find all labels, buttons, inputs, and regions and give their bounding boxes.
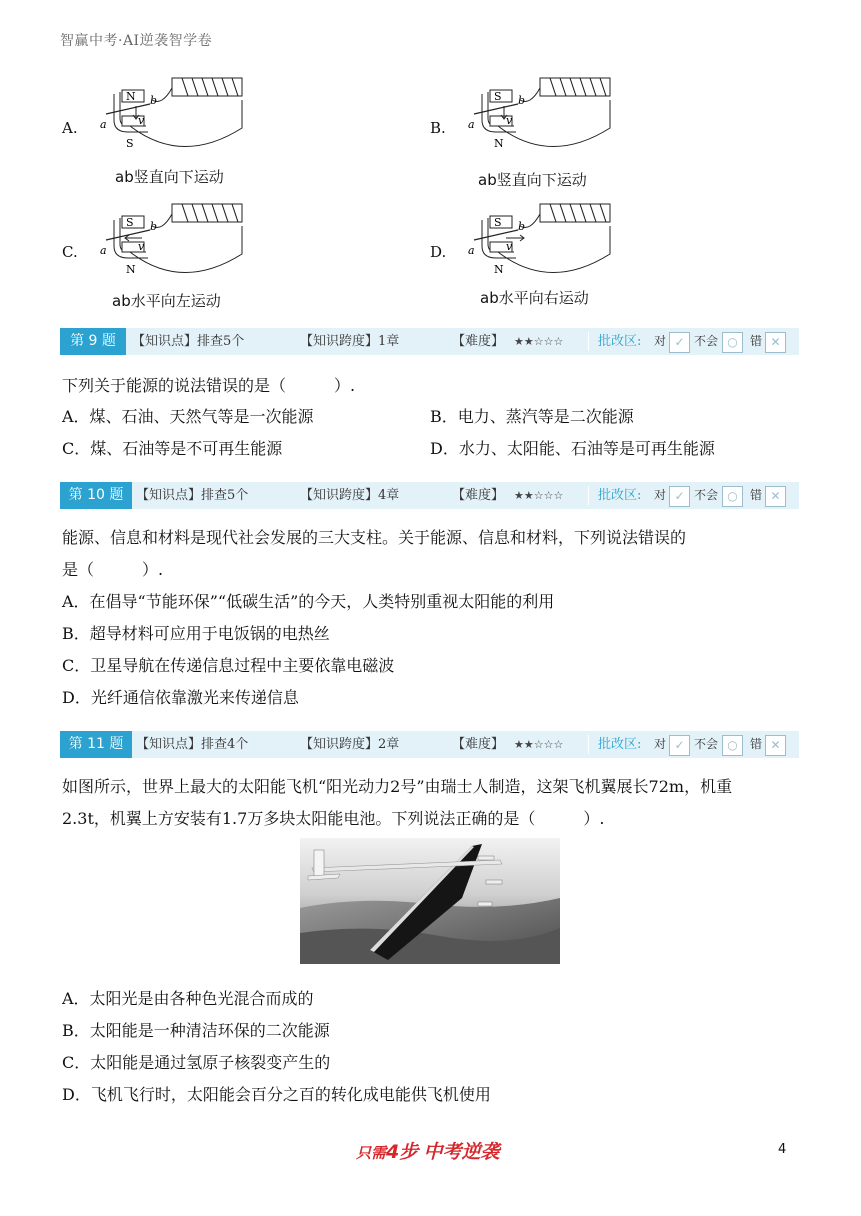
induction-diagram xyxy=(460,196,620,286)
unsure-check-box[interactable]: ○ xyxy=(722,332,743,353)
difficulty-label: 【难度】 xyxy=(452,737,505,752)
velocity-label: v xyxy=(138,240,145,253)
right-label: 对 xyxy=(654,737,667,751)
knowledge-points: 【知识点】排查5个 xyxy=(132,334,245,349)
option-c: C．卫星导航在传递信息过程中主要依靠电磁波 xyxy=(62,656,395,675)
question-bar-11 xyxy=(60,731,799,758)
wrong-check-box[interactable]: ✕ xyxy=(765,735,786,756)
conductor-end-a: a xyxy=(100,118,107,131)
option-a: A．煤、石油、天然气等是一次能源 xyxy=(62,407,314,426)
magnet-bottom-pole: N xyxy=(494,263,504,276)
solar-plane-photo xyxy=(300,838,560,964)
conductor-end-b: b xyxy=(518,94,526,107)
wrong-label: 错 xyxy=(750,334,763,348)
option-d: D．水力、太阳能、石油等是可再生能源 xyxy=(430,439,715,458)
question-bar-10 xyxy=(60,482,799,509)
right-label: 对 xyxy=(654,334,667,348)
magnet-bottom-pole: N xyxy=(494,137,504,150)
magnet-bottom-pole: S xyxy=(126,137,134,150)
option-b: B．超导材料可应用于电饭锅的电热丝 xyxy=(62,624,330,643)
option-a: A．太阳光是由各种色光混合而成的 xyxy=(62,989,314,1008)
figure-option-letter: D. xyxy=(430,243,447,261)
magnet-top-pole: S xyxy=(494,216,502,229)
divider xyxy=(588,332,589,351)
unsure-check-box[interactable]: ○ xyxy=(722,486,743,507)
difficulty-label: 【难度】 xyxy=(452,488,505,503)
unsure-check-box[interactable]: ○ xyxy=(722,735,743,756)
figure-caption: ab水平向左运动 xyxy=(112,292,221,310)
option-d: D．飞机飞行时，太阳能会百分之百的转化成电能供飞机使用 xyxy=(62,1085,491,1104)
knowledge-span: 【知识跨度】4章 xyxy=(300,488,400,503)
conductor-end-a: a xyxy=(468,244,475,257)
difficulty-label: 【难度】 xyxy=(452,334,505,349)
question-stem: 下列关于能源的说法错误的是（ ）. xyxy=(62,376,356,395)
induction-diagram xyxy=(460,70,620,160)
right-check-box[interactable]: ✓ xyxy=(669,486,690,507)
review-label: 批改区: xyxy=(598,488,642,503)
question-stem-line-2: 2.3t，机翼上方安装有1.7万多块太阳能电池。下列说法正确的是（ ）. xyxy=(62,809,605,828)
question-number: 第 10 题 xyxy=(60,482,132,509)
magnet-top-pole: S xyxy=(126,216,134,229)
wrong-check-box[interactable]: ✕ xyxy=(765,332,786,353)
figure-option-letter: A. xyxy=(62,119,78,137)
unsure-label: 不会 xyxy=(694,737,719,751)
right-label: 对 xyxy=(654,488,667,502)
question-bar-9 xyxy=(60,328,799,355)
magnet-top-pole: S xyxy=(494,90,502,103)
wrong-label: 错 xyxy=(750,737,763,751)
unsure-label: 不会 xyxy=(694,488,719,502)
conductor-end-a: a xyxy=(468,118,475,131)
conductor-end-b: b xyxy=(150,220,158,233)
knowledge-span: 【知识跨度】1章 xyxy=(300,334,400,349)
question-number: 第 11 题 xyxy=(60,731,132,758)
option-c: C．煤、石油等是不可再生能源 xyxy=(62,439,283,458)
induction-diagram xyxy=(92,70,252,160)
conductor-end-b: b xyxy=(150,94,158,107)
unsure-label: 不会 xyxy=(694,334,719,348)
figure-caption: ab竖直向下运动 xyxy=(478,171,587,189)
velocity-label: v xyxy=(506,240,513,253)
wrong-label: 错 xyxy=(750,488,763,502)
option-d: D．光纤通信依靠激光来传递信息 xyxy=(62,688,299,707)
conductor-end-a: a xyxy=(100,244,107,257)
knowledge-span: 【知识跨度】2章 xyxy=(300,737,400,752)
option-a: A．在倡导“节能环保”“低碳生活”的今天，人类特别重视太阳能的利用 xyxy=(62,592,555,611)
magnet-bottom-pole: N xyxy=(126,263,136,276)
figure-option-letter: B. xyxy=(430,119,446,137)
knowledge-points: 【知识点】排查5个 xyxy=(136,488,249,503)
footer-logo-part: 中考逆袭 xyxy=(423,1141,500,1163)
difficulty-stars: ★★☆☆☆ xyxy=(514,335,564,348)
footer-logo-part: 只需 xyxy=(356,1144,387,1162)
question-stem-line-1: 能源、信息和材料是现代社会发展的三大支柱。关于能源、信息和材料，下列说法错误的 xyxy=(62,528,687,547)
divider xyxy=(588,735,589,754)
difficulty-stars: ★★☆☆☆ xyxy=(514,489,564,502)
option-b: B．太阳能是一种清洁环保的二次能源 xyxy=(62,1021,330,1040)
conductor-end-b: b xyxy=(518,220,526,233)
figure-caption: ab竖直向下运动 xyxy=(115,168,224,186)
question-stem-line-2: 是（ ）. xyxy=(62,560,164,579)
velocity-label: v xyxy=(138,114,145,127)
footer-logo-part: 4步 xyxy=(386,1141,419,1163)
wrong-check-box[interactable]: ✕ xyxy=(765,486,786,507)
review-label: 批改区: xyxy=(598,334,642,349)
review-label: 批改区: xyxy=(598,737,642,752)
velocity-label: v xyxy=(506,114,513,127)
footer-logo xyxy=(356,1137,500,1164)
knowledge-points: 【知识点】排查4个 xyxy=(136,737,249,752)
option-c: C．太阳能是通过氢原子核裂变产生的 xyxy=(62,1053,331,1072)
right-check-box[interactable]: ✓ xyxy=(669,332,690,353)
magnet-top-pole: N xyxy=(126,90,136,103)
divider xyxy=(588,486,589,505)
question-stem-line-1: 如图所示，世界上最大的太阳能飞机“阳光动力2号”由瑞士人制造，这架飞机翼展长72m，机重 xyxy=(62,777,733,796)
option-b: B．电力、蒸汽等是二次能源 xyxy=(430,407,634,426)
right-check-box[interactable]: ✓ xyxy=(669,735,690,756)
page-number: 4 xyxy=(778,1142,787,1157)
figure-caption: ab水平向右运动 xyxy=(480,289,589,307)
induction-diagram xyxy=(92,196,252,286)
question-number: 第 9 题 xyxy=(60,328,126,355)
difficulty-stars: ★★☆☆☆ xyxy=(514,738,564,751)
header-title: 智赢中考·AI逆袭智学卷 xyxy=(60,33,213,49)
figure-option-letter: C. xyxy=(62,243,78,261)
